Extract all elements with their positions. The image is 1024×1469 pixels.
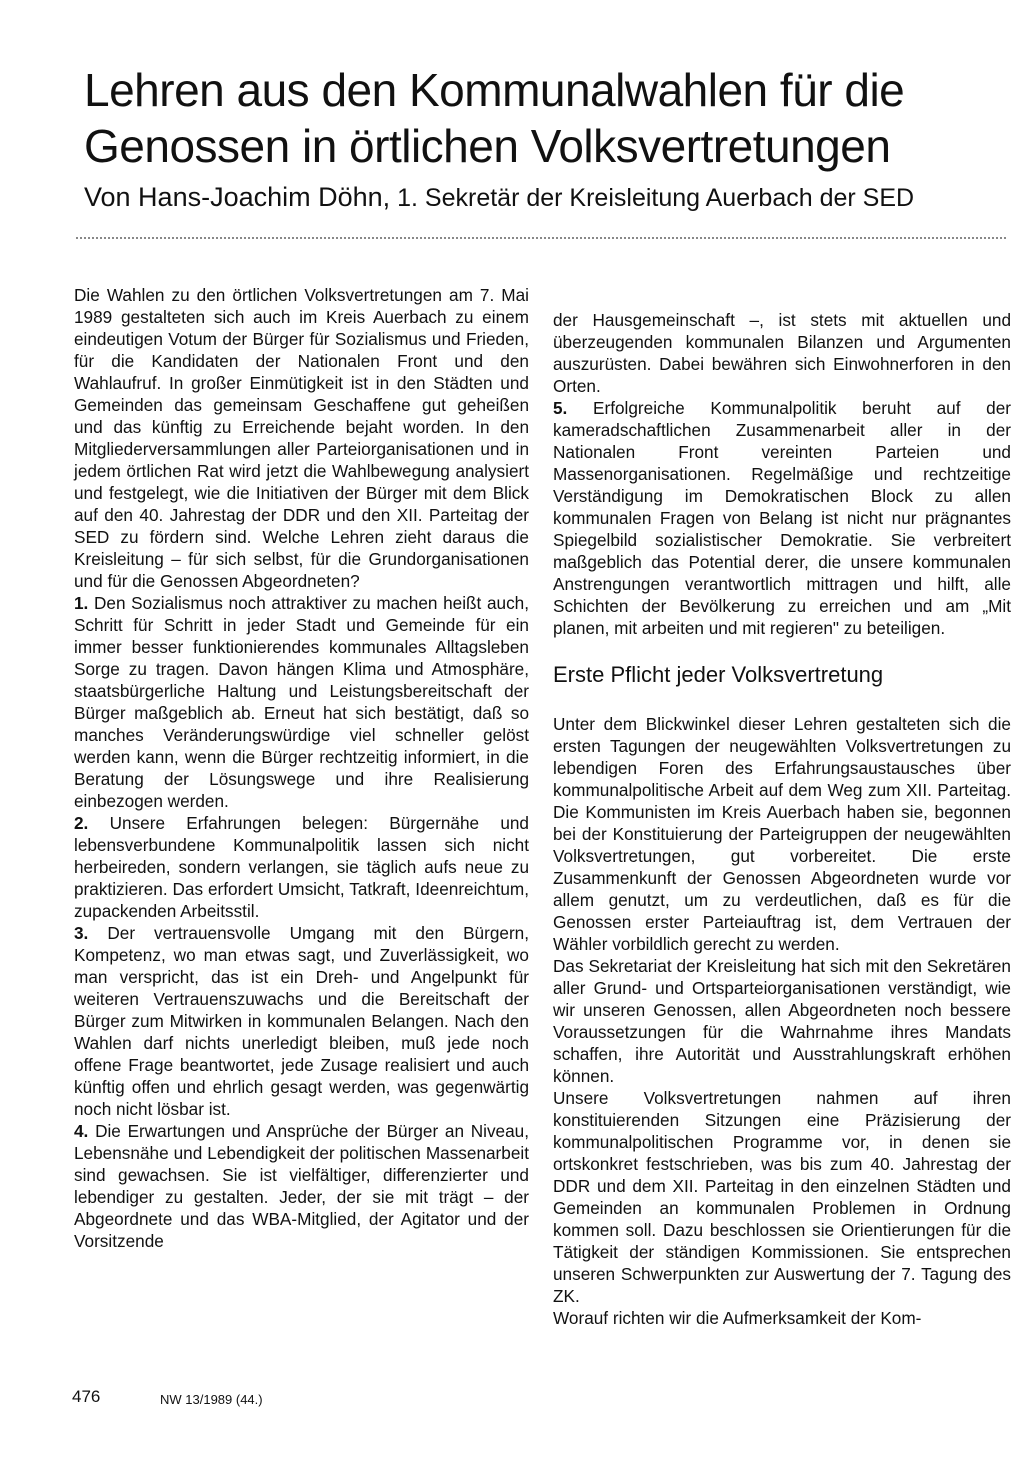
right-column [553, 309, 1011, 1329]
point-text: Erfolgreiche Kommunalpolitik beruht auf der kameradschaftlichen Zusammenarbeit aller in der Nationalen Front vereinten Parteien und Massenorganisationen. Regelmäßige und rechtzeitige Verständigung im Demokratischen Block zu allen kommunalen Fragen von Belang ist nicht nur prägnantes Spiegelbild sozialistischer Demokratie. Sie verbreitert maßgeblich das Potential derer, die unsere kommunalen Anstrengungen verantwortlich mittragen und hilft, alle Schichten der Bevölkerung zu erreichen und am „Mit planen, mit arbeiten und mit regieren" zu beteiligen. [553, 398, 1011, 638]
section-paragraph-1: Unter dem Blickwinkel dieser Lehren gestalteten sich die ersten Tagungen der neugewählten Volksvertretungen zu lebendigen Foren des Erfahrungsaustausches über kommunalpolitische Arbeit auf dem Weg zum XII. Parteitag. Die Kommunisten im Kreis Auerbach haben sie, begonnen bei der Konstituierung der Parteigruppen der neugewählten Volksvertretungen, gut vorbereitet. Die erste Zusammenkunft der Genossen Abgeordneten wurde vor allem genutzt, um zu verdeutlichen, daß es für die Genossen erster Parteiauftrag ist, dem Vertrauen der Wähler vorbildlich gerecht zu werden. [553, 714, 1011, 954]
point-text: Die Erwartungen und Ansprüche der Bürger an Niveau, Lebensnähe und Lebendigkeit der politischen Massenarbeit sind gewachsen. Sie ist vielfältiger, differenzierter und lebendiger zu gestalten. Jeder, der sie mit trägt – der Abgeordnete und das WBA-Mitglied, der Agitator und der Vorsitzende [74, 1121, 529, 1251]
article-title: Lehren aus den Kommunalwahlen für die Genossen in örtlichen Volksvertretungen [84, 64, 905, 172]
point-1 [74, 592, 529, 812]
section-paragraph-3: Unsere Volksvertretungen nahmen auf ihren konstituierenden Sitzungen eine Präzisierung der kommunalpolitischen Programme vor, in denen sie ortskonkret festschrieben, was bis zum 40. Jahrestag der DDR und dem XII. Parteitag in den einzelnen Städten und Gemeinden an kommunalen Problemen in Ordnung kommen soll. Dazu beschlossen sie Orientierungen für die Tätigkeit der ständigen Kommissionen. Sie entsprechen unseren Schwerpunkten zur Auswertung der 7. Tagung des ZK. [553, 1088, 1011, 1306]
section-paragraph-4: Worauf richten wir die Aufmerksamkeit der Kom- [553, 1308, 922, 1328]
issue-info: NW 13/1989 (44.) [160, 1392, 263, 1407]
section-paragraph-2: Das Sekretariat der Kreisleitung hat sich mit den Sekretären aller Grund- und Ortsparteiorganisationen verständigt, wie wir unseren Genossen, allen Abgeordneten noch bessere Voraussetzungen für die Wahrnahme ihres Mandats schaffen, ihre Autorität und Ausstrahlungskraft erhöhen können. [553, 956, 1011, 1086]
point-number: 3. [74, 923, 89, 943]
point-number: 2. [74, 813, 89, 833]
point-number: 1. [74, 593, 89, 613]
left-column [74, 284, 529, 1252]
byline [84, 180, 984, 215]
author-name: Von Hans-Joachim Döhn, [84, 182, 391, 212]
point-5 [553, 397, 1011, 639]
point-number: 5. [553, 398, 568, 418]
point-number: 4. [74, 1121, 89, 1141]
point-2 [74, 812, 529, 922]
point-4 [74, 1120, 529, 1252]
point-text: Den Sozialismus noch attraktiver zu machen heißt auch, Schritt für Schritt in jeder Stadt und Gemeinde für ein immer besser funktionierendes kommunales Alltagsleben Sorge zu tragen. Davon hängen Klima und Atmosphäre, staatsbürgerliche Haltung und Leistungsbereitschaft der Bürger maßgeblich ab. Erneut hat sich bestätigt, daß so manches Veränderungswürdige viel schneller gelöst werden kann, wenn die Bürger rechtzeitig informiert, in die Beratung der Lösungswege und ihre Realisierung einbezogen werden. [74, 593, 530, 811]
author-role: 1. Sekretär der Kreisleitung Auerbach der SED [397, 184, 915, 212]
page-number: 476 [72, 1387, 101, 1406]
section-heading: Erste Pflicht jeder Volksvertretung [553, 662, 884, 687]
title-divider [76, 237, 1006, 239]
point-text: Unsere Erfahrungen belegen: Bürgernähe und lebensverbundene Kommunalpolitik lassen sich nicht herbeireden, sondern verlangen, sie täglich aufs neue zu praktizieren. Das erfordert Umsicht, Tatkraft, Ideenreichtum, zupackenden Arbeitsstil. [74, 813, 529, 921]
point-3 [74, 922, 529, 1120]
point-text: Der vertrauensvolle Umgang mit den Bürgern, Kompetenz, wo man etwas sagt, und Zuverlässigkeit, wo man verspricht, das ist ein Dreh- und Angelpunkt für weiteren Vertrauenszuwachs und die Bereitschaft der Bürger zum Mitwirken in kommunalen Belangen. Nach den Wahlen darf nichts unerledigt bleiben, muß jede noch offene Frage beantwortet, jede Zusage realisiert und auch künftig offen und ehrlich gesagt werden, was gegenwärtig noch nicht lösbar ist. [74, 923, 529, 1119]
intro-paragraph: Die Wahlen zu den örtlichen Volksvertretungen am 7. Mai 1989 gestalteten sich auch im Kreis Auerbach zu einem eindeutigen Votum der Bürger für Sozialismus und Frieden, für die Kandidaten der Nationalen Front und den Wahlaufruf. In großer Einmütigkeit ist in den Städten und Gemeinden das gemeinsam Geschaffene gut geheißen und das künftig zu Erreichende bejaht worden. In den Mitgliederversammlungen aller Parteiorganisationen und in jedem örtlichen Rat wird jetzt die Wahlbewegung analysiert und festgelegt, wie die Initiativen der Bürger mit dem Blick auf den 40. Jahrestag der DDR und den XII. Parteitag der SED zu fördern sind. Welche Lehren zieht daraus die Kreisleitung – für sich selbst, für die Grundorganisationen und für die Genossen Abgeordneten? [74, 285, 529, 591]
point-4-continued: der Hausgemeinschaft –, ist stets mit aktuellen und überzeugenden kommunalen Bilanzen und Argumenten auszurüsten. Dabei bewähren sich Einwohnerforen in den Orten. [553, 310, 1011, 396]
